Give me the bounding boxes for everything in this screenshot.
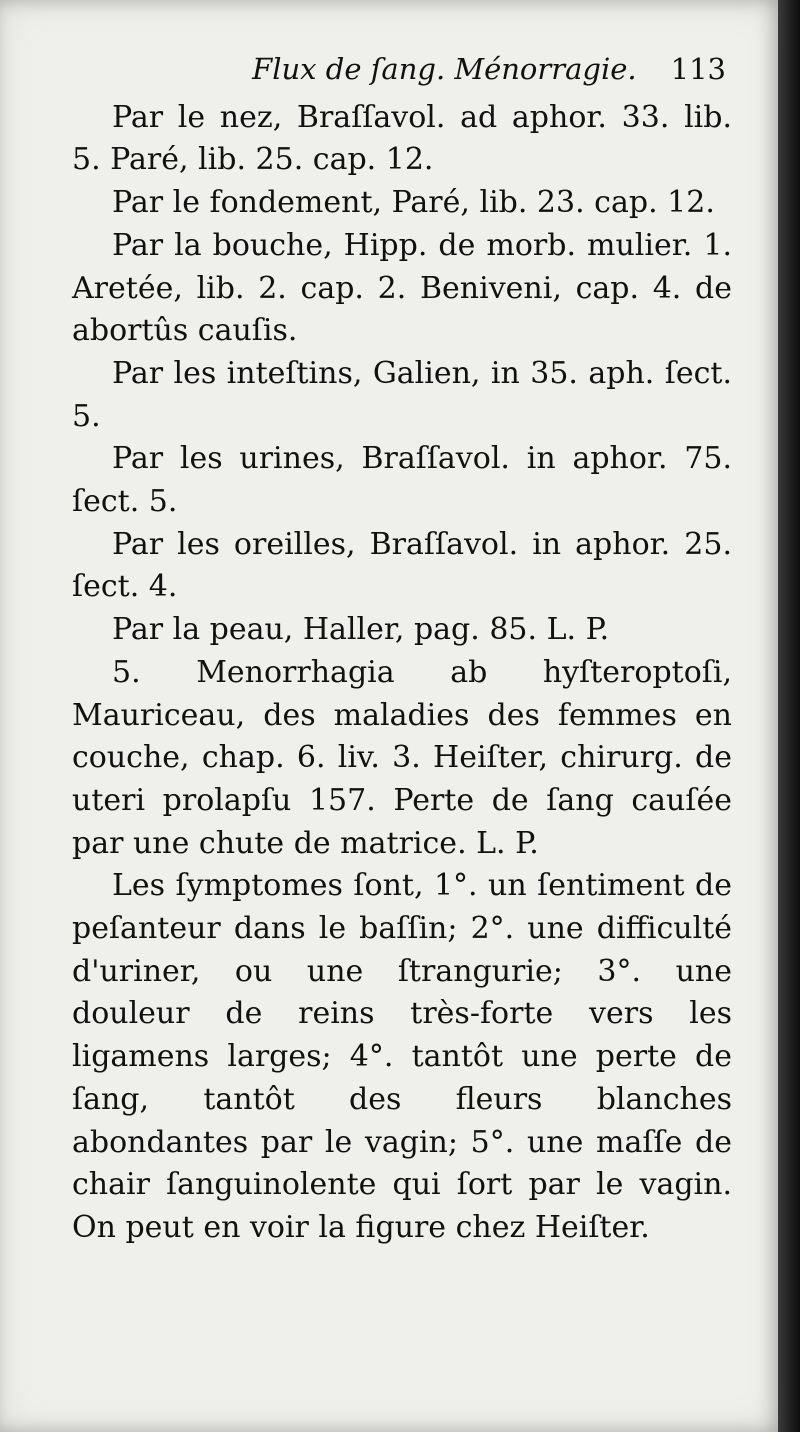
running-header [72, 48, 732, 91]
entry-nez: Par le nez, Braſſavol. ad aphor. 33. lib. 5. Paré, lib. 25. cap. 12. [72, 99, 732, 178]
entry-fondement: Par le fondement, Paré, lib. 23. cap. 12. [112, 185, 715, 221]
entry-urines: Par les urines, Braſſavol. in aphor. 75. ſect. 5. [72, 441, 732, 520]
page-number: 113 [670, 52, 726, 86]
running-title: Flux de ſang. Ménorragie. [252, 52, 637, 86]
entry-oreilles: Par les oreilles, Braſſavol. in aphor. 25. ſect. 4. [72, 526, 732, 605]
symptoms-paragraph: Les ſymptomes ſont, 1°. un ſentiment de peſanteur dans le baſſin; 2°. une difficulté d'uriner, ou une ſtrangurie; 3°. une douleur de reins très-forte vers les ligamens larges; 4°. tantôt une perte de ſang, tantôt des fleurs blanches abondantes par le vagin; 5°. une maſſe de chair ſanguinolente qui ſort par le vagin. On peut en voir la figure chez Heiſter. [72, 868, 732, 1245]
page-text [72, 48, 732, 1250]
entry-peau: Par la peau, Haller, pag. 85. L. P. [112, 612, 610, 648]
entry-menorrhagia: 5. Menorrhagia ab hyſteroptoſi, Mauriceau, des maladies des femmes en couche, chap. 6. liv. 3. Heiſter, chirurg. de uteri prolapſu 157. Perte de ſang cauſée par une chute de matrice. L. P. [72, 654, 732, 861]
entry-bouche: Par la bouche, Hipp. de morb. mulier. 1. Aretée, lib. 2. cap. 2. Beniveni, cap. 4. de abortûs cauſis. [72, 227, 732, 349]
entry-intestins: Par les inteſtins, Galien, in 35. aph. ſect. 5. [72, 355, 732, 434]
page-edge-shadow [778, 0, 800, 1432]
